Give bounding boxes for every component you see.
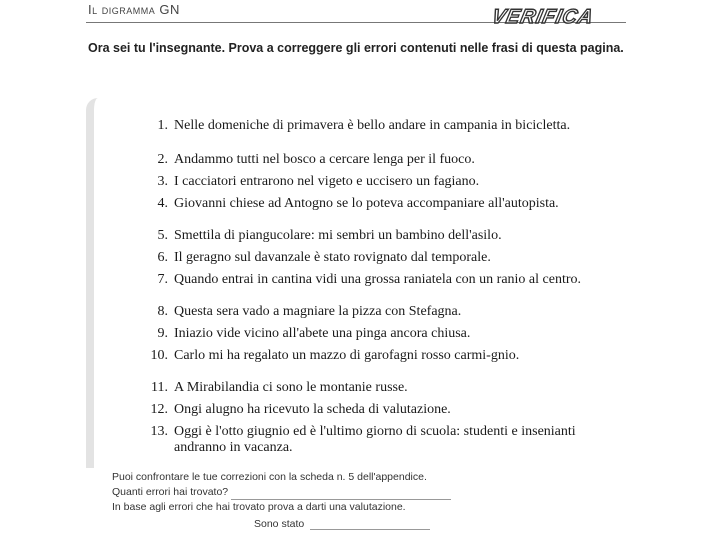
item-number: 11. bbox=[151, 380, 168, 395]
item-text: Smettila di piangucolare: mi sembri un bambino dell'asilo. bbox=[174, 228, 502, 243]
item-number: 3. bbox=[157, 174, 168, 189]
list-item bbox=[130, 380, 590, 396]
list-item bbox=[130, 326, 590, 342]
errors-question: Quanti errori hai trovato? bbox=[112, 486, 229, 498]
list-item bbox=[130, 304, 590, 320]
item-text: Quando entrai in cantina vidi una grossa raniatela con un ranio al centro. bbox=[174, 272, 582, 287]
item-text: Nelle domeniche di primavera è bello andare in campania in bicicletta. bbox=[174, 118, 571, 133]
item-number: 9. bbox=[157, 326, 168, 341]
item-number: 4. bbox=[157, 196, 168, 211]
item-text: Iniazio vide vicino all'abete una pinga ancora chiusa. bbox=[174, 326, 471, 341]
item-number: 10. bbox=[150, 348, 168, 363]
vote-blank bbox=[310, 519, 430, 530]
self-evaluation bbox=[254, 518, 430, 530]
footer-line-compare: Puoi confrontare le tue correzioni con la scheda n. 5 dell'appendice. bbox=[112, 471, 427, 483]
item-number: 2. bbox=[157, 152, 168, 167]
footer-line-errors bbox=[112, 485, 592, 500]
instructions-text: Ora sei tu l'insegnante. Prova a correggere gli errori contenuti nelle frasi di questa pagina. bbox=[88, 41, 624, 55]
item-text: Questa sera vado a magniare la pizza con Stefagna. bbox=[174, 304, 462, 319]
list-item bbox=[130, 272, 590, 288]
list-item bbox=[130, 402, 590, 418]
item-text: Oggi è l'otto giugnio ed è l'ultimo giorno di scuola: studenti e insenianti andranno in vacanza. bbox=[174, 424, 576, 455]
header-title: Il digramma GN bbox=[88, 2, 180, 17]
list-item bbox=[130, 250, 590, 266]
item-number: 1. bbox=[157, 118, 168, 133]
list-item bbox=[130, 228, 590, 244]
list-item bbox=[130, 118, 590, 134]
list-item bbox=[130, 152, 590, 168]
item-text: Giovanni chiese ad Antogno se lo poteva accompaniare all'autopista. bbox=[174, 196, 559, 211]
item-text: Carlo mi ha regalato un mazzo di garofagni rosso carmi-gnio. bbox=[174, 348, 520, 363]
item-text: Ongi alugno ha ricevuto la scheda di valutazione. bbox=[174, 402, 451, 417]
footer-line-evaluation: In base agli errori che hai trovato prova a darti una valutazione. bbox=[112, 501, 406, 513]
footer bbox=[112, 470, 592, 515]
list-item bbox=[130, 196, 590, 212]
item-number: 5. bbox=[157, 228, 168, 243]
item-number: 12. bbox=[150, 402, 168, 417]
list-item bbox=[130, 174, 590, 190]
item-number: 6. bbox=[157, 250, 168, 265]
errors-answer-blank bbox=[231, 488, 451, 500]
vote-label: Sono stato bbox=[254, 518, 305, 530]
item-number: 7. bbox=[157, 272, 168, 287]
list-item bbox=[130, 424, 590, 456]
item-text: Il geragno sul davanzale è stato rovignato dal temporale. bbox=[174, 250, 491, 265]
item-number: 13. bbox=[150, 424, 168, 439]
list-item bbox=[130, 348, 590, 364]
item-text: I cacciatori entrarono nel vigeto e uccisero un fagiano. bbox=[174, 174, 480, 189]
item-text: Andammo tutti nel bosco a cercare lenga per il fuoco. bbox=[174, 152, 475, 167]
item-number: 8. bbox=[157, 304, 168, 319]
item-text: A Mirabilandia ci sono le montanie russe. bbox=[174, 380, 408, 395]
verifica-logo: VERIFICA bbox=[489, 6, 596, 28]
